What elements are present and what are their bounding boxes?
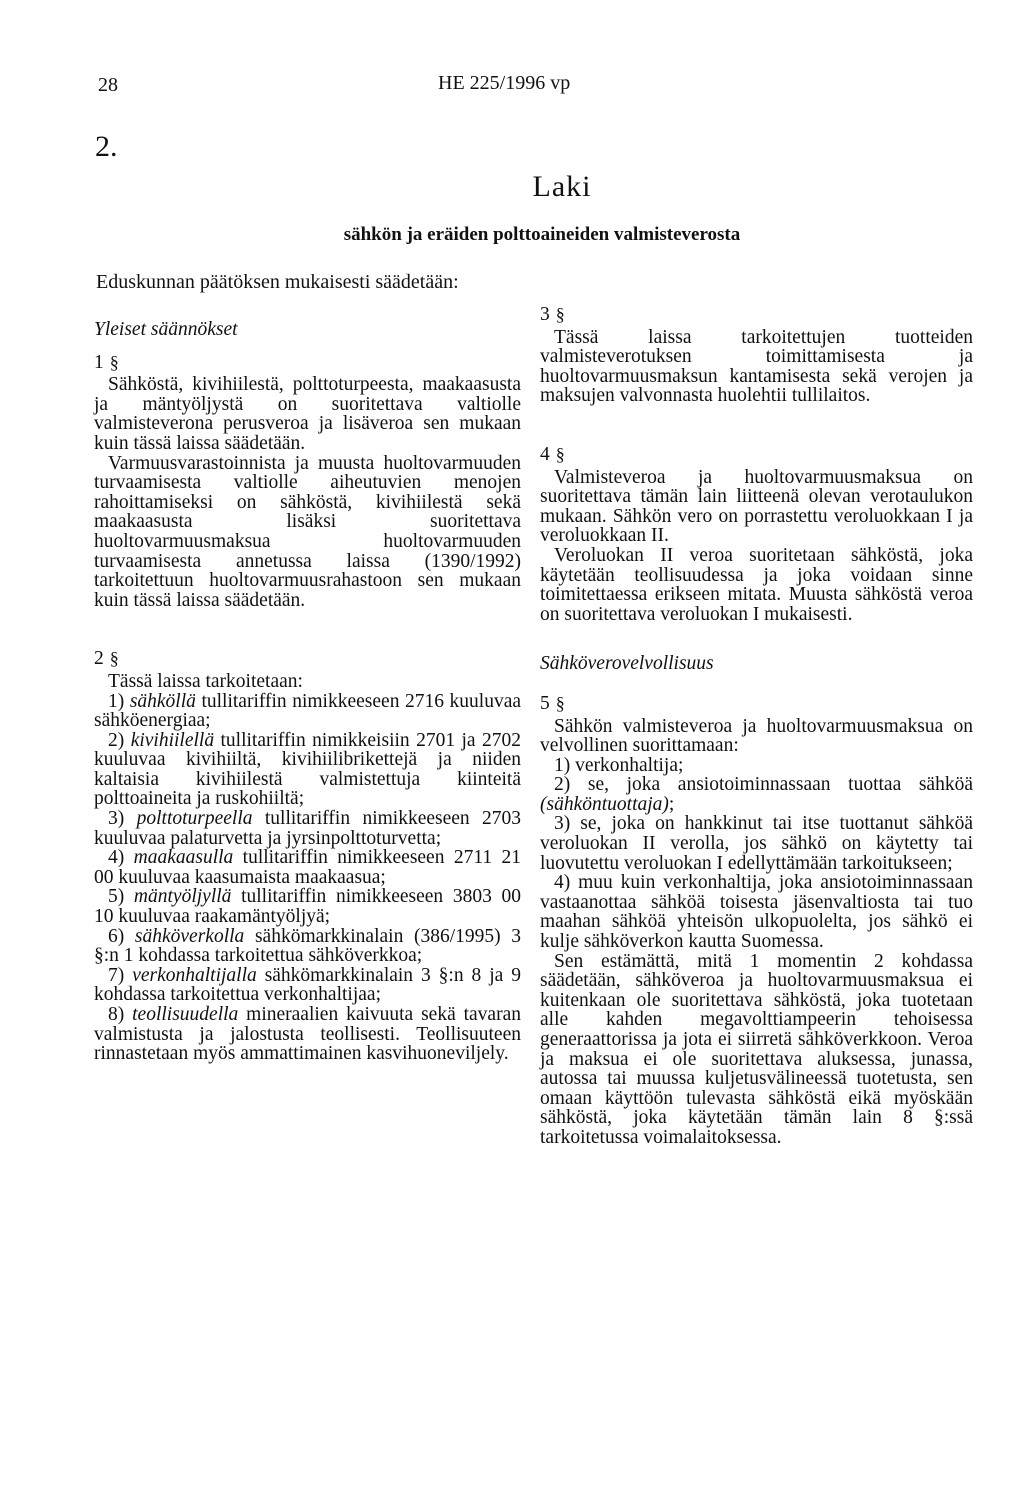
- definition-2-text: tullitariffin nimikkeisiin 2701 ja 2702 kuuluvaa kivihiiltä, kivihiilibrikettejä ja niiden kaltaisia kivihiilestä valmistettuja kiinteitä polttoaineita ja ruskohiiltä;: [94, 729, 522, 810]
- section-1-paragraph-2: Varmuusvarastoinnista ja muusta huoltovarmuuden turvaamisesta valtiolle aiheutuvien menojen rahoittamiseksi on sähköstä, kivihiilestä sekä maakaasusta lisäksi suoritettava huoltovarmuusmaksua huoltovarmuuden turvaamisesta annetussa laissa (1390/1992) tarkoitettuun huoltovarmuusrahastoon sen mukaan kuin tässä laissa säädetään.: [94, 452, 521, 611]
- definition-1: [94, 692, 521, 731]
- section-2-intro: Tässä laissa tarkoitetaan:: [108, 670, 303, 692]
- definition-7: [94, 966, 521, 1005]
- law-title-text: Laki: [532, 170, 592, 203]
- section-5-item-4: 4) muu kuin verkonhaltija, joka ansiotoiminnassaan vastaanottaa sähköä toisesta jäsenvaltiosta tai tuo maahan sähköä yhteisön ulkopuolelta, jos sähkö ei kulje sähköverkon kautta Suomessa.: [540, 872, 973, 953]
- definition-4-number: 4): [108, 847, 125, 869]
- section-5-number: 5: [540, 692, 550, 714]
- definition-6-number: 6): [108, 925, 125, 947]
- heading-tax-liability: Sähköverovelvollisuus: [540, 653, 714, 675]
- definition-7-number: 7): [108, 964, 125, 986]
- right-column: [540, 305, 973, 1148]
- law-subtitle: [0, 224, 1024, 246]
- section-symbol: §: [555, 692, 565, 713]
- definition-2-number: 2): [108, 729, 125, 751]
- definition-3-text: tullitariffin nimikkeeseen 2703 kuuluvaa palaturvetta ja jyrsinpolttoturvetta;: [94, 808, 522, 849]
- section-4-number: 4: [540, 443, 550, 465]
- section-2-heading: [94, 649, 521, 669]
- section-5-paragraph-2: Sen estämättä, mitä 1 momentin 2 kohdassa säädetään, sähköveroa ja huoltovarmuusmaksua ei kuitenkaan ole suoritettava sähköstä, joka tuotetaan alle kahden megavolttiampeerin tehoisessa generaattorissa ja jota ei siirretä sähköverkkoon. Veroa ja maksua ei ole suoritettava aluksessa, junassa, autossa tai muussa kuljetusvälineessä tuotetusta, sen omaan käyttöön tulevasta sähköstä eikä myöskään sähköstä, joka käytetään tämän lain 8 §:ssä tarkoitetussa voimalaitoksessa.: [540, 950, 973, 1148]
- definition-3-number: 3): [108, 808, 125, 830]
- page-number: 28: [98, 74, 118, 96]
- law-subtitle-text: sähkön ja eräiden polttoaineiden valmisteverosta: [343, 224, 741, 245]
- section-5-heading: [540, 694, 973, 714]
- definition-5: [94, 887, 521, 926]
- section-3-heading: [540, 305, 973, 325]
- definition-3-term: polttoturpeella: [136, 808, 253, 830]
- section-5-intro: Sähkön valmisteveroa ja huoltovarmuusmaksua on velvollinen suorittamaan:: [540, 715, 973, 757]
- section-5-item-1: 1) verkonhaltija;: [554, 754, 684, 776]
- section-number: 2.: [95, 130, 118, 163]
- section-3-paragraph-1: Tässä laissa tarkoitettujen tuotteiden valmisteverotuksen toimittamisesta ja huoltovarmuusmaksun kantamisesta sekä verojen ja maksujen valvonnasta huolehtii tullilaitos.: [540, 326, 973, 407]
- definition-4: [94, 848, 521, 887]
- definition-8: [94, 1005, 521, 1064]
- section-5-item-2-end: ;: [668, 793, 675, 815]
- definition-1-term: sähköllä: [129, 690, 196, 712]
- section-5-item-2-text: 2) se, joka ansiotoiminnassaan tuottaa sähköä: [554, 774, 973, 796]
- definition-2-term: kivihiilellä: [130, 729, 215, 751]
- definition-8-text: mineraalien kaivuuta sekä tavaran valmistusta ja jalostusta teollisesti. Teollisuuteen rinnastetaan myös ammattimainen kasvihuoneviljely.: [94, 1004, 521, 1065]
- section-2-number: 2: [94, 648, 104, 670]
- definition-7-text: sähkömarkkinalain 3 §:n 8 ja 9 kohdassa tarkoitettua verkonhaltijaa;: [94, 964, 521, 1006]
- law-title: [0, 170, 1024, 204]
- section-3-number: 3: [540, 304, 550, 325]
- running-head: HE 225/1996 vp: [438, 72, 571, 94]
- definition-5-text: tullitariffin nimikkeeseen 3803 00 10 kuuluvaa raakamäntyöljyä;: [94, 886, 522, 928]
- definition-4-text: tullitariffin nimikkeeseen 2711 21 00 kuuluvaa kaasumaista maakaasua;: [94, 847, 521, 888]
- section-1-heading: [94, 353, 521, 373]
- section-5-item-3: 3) se, joka on hankkinut tai itse tuottanut sähköä veroluokan II verolla, jos sähkö on käytetty tai luovutettu veroluokan I edellyttämään tarkoitukseen;: [540, 813, 973, 874]
- section-symbol: §: [555, 304, 565, 324]
- definition-6-term: sähköverkolla: [134, 925, 245, 947]
- definition-8-term: teollisuudella: [132, 1004, 239, 1025]
- definition-5-term: mäntyöljyllä: [133, 886, 232, 908]
- definition-6: [94, 927, 521, 966]
- enacting-clause: Eduskunnan päätöksen mukaisesti säädetään:: [96, 271, 459, 293]
- section-symbol: §: [555, 443, 565, 464]
- section-4-paragraph-1: Valmisteveroa ja huoltovarmuusmaksua on suoritettava tämän lain liitteenä olevan verotaulukon mukaan. Sähkön vero on porrastettu veroluokkaan I ja veroluokkaan II.: [540, 466, 973, 547]
- definition-6-text: sähkömarkkinalain (386/1995) 3 §:n 1 kohdassa tarkoitettua sähköverkkoa;: [94, 925, 522, 967]
- left-column: [94, 320, 521, 1064]
- heading-general-provisions: Yleiset säännökset: [94, 319, 238, 340]
- definition-7-term: verkonhaltijalla: [132, 964, 257, 986]
- definition-8-number: 8): [108, 1004, 125, 1025]
- definition-2: [94, 731, 521, 809]
- section-1-number: 1: [94, 351, 104, 373]
- section-symbol: §: [109, 648, 119, 669]
- section-4-paragraph-2: Veroluokan II veroa suoritetaan sähköstä, joka käytetään teollisuudessa ja joka voidaan sinne toimitettaessa erikseen mitata. Muusta sähköstä veroa on suoritettava veroluokan I mukaisesti.: [540, 544, 973, 625]
- section-1-paragraph-1: Sähköstä, kivihiilestä, polttoturpeesta, maakaasusta ja mäntyöljystä on suoritettava valtiolle valmisteverona perusveroa ja lisäveroa sen mukaan kuin tässä laissa säädetään.: [94, 374, 521, 454]
- section-4-heading: [540, 445, 973, 465]
- section-symbol: §: [109, 351, 119, 372]
- definition-3: [94, 809, 521, 848]
- section-5-item-2: [540, 775, 973, 814]
- section-5-item-2-term: (sähköntuottaja): [540, 793, 669, 815]
- definition-4-term: maakaasulla: [133, 847, 234, 869]
- definition-1-text: tullitariffin nimikkeeseen 2716 kuuluvaa sähköenergiaa;: [94, 690, 522, 732]
- definition-5-number: 5): [108, 886, 125, 908]
- definition-1-number: 1): [108, 690, 125, 712]
